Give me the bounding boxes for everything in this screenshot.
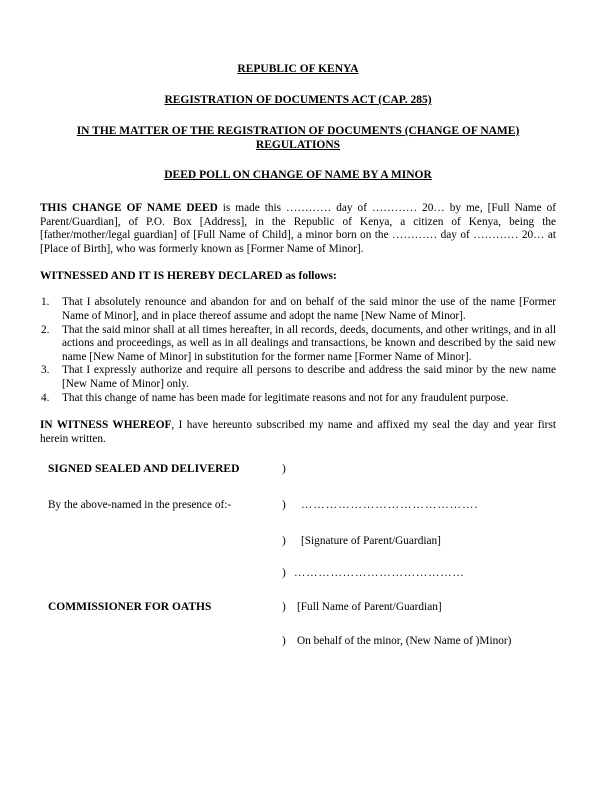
spacer [48,512,556,534]
heading-deed-poll-title [40,168,556,182]
witness-clause [40,419,556,446]
paren-marker: ) [282,567,286,580]
presence-of-signature-line[interactable]: ……………………………………. [301,499,479,512]
paren-marker: ) [282,635,286,648]
clause-number: 3. [41,364,50,377]
heading-in-the-matter [40,124,556,152]
recital-body-text: is made this ………… day of ………… 20… by me, [Full Name of Parent/Guardian], of P.O. Box [Address], in the Republic of Kenya, a citizen of Kenya, being the [father/mother/legal guardian] of [Full Name of Child], a minor born on the ………… day of ………… 20… at [Place of Birth], who was formerly known as [Former Name of Minor]. [40,202,556,255]
paren-marker: ) [282,499,286,512]
signature-row-signed-sealed-delivered [48,462,556,476]
heading-registration-act [40,93,556,107]
clause-text: That I absolutely renounce and abandon for and on behalf of the said minor the use of the name [Former Name of Minor], and in place thereof assume and adopt the name [New Name of Minor]. [62,296,556,322]
signature-row-presence-of [48,498,556,512]
clause-text: That I expressly authorize and require all persons to describe and address the said minor by the new name [New Name of Minor] only. [62,364,556,390]
clause-item [40,324,556,365]
clause-item [40,296,556,323]
paren-marker: ) [282,463,286,476]
signature-row-commissioner-dotted-line [48,566,556,580]
on-behalf-of-minor-text: On behalf of the minor, (New Name of )Minor) [297,635,512,648]
heading-in-the-matter-text: IN THE MATTER OF THE REGISTRATION OF DOCUMENTS (CHANGE OF NAME) [76,125,520,137]
clause-number: 2. [41,323,50,336]
signature-row-commissioner-for-oaths [48,600,556,614]
document-content [40,62,556,648]
clause-text: That this change of name has been made for legitimate reasons and not for any fraudulent purpose. [62,391,509,404]
witness-clause-bold: IN WITNESS WHEREOF [40,419,172,432]
recital-lead-bold: THIS CHANGE OF NAME DEED [40,202,218,214]
clause-text: That the said minor shall at all times hereafter, in all records, deeds, documents, and other writings, and in all actions and proceedings, as well as in all dealings and transactions, be known and described by the said new name [New Name of Minor] in substitution for the former name [Former Name of Minor]. [62,323,556,363]
clause-number: 1. [41,296,50,309]
paren-marker: ) [282,601,286,614]
heading-republic-of-kenya-text: REPUBLIC OF KENYA [237,63,359,75]
signature-row-on-behalf-of-minor [48,634,556,648]
witness-clause-tail: , I have hereunto subscribed my name and affixed my seal the day and year first herein written. [40,419,556,445]
commissioner-full-name-placeholder: [Full Name of Parent/Guardian] [297,601,442,614]
document-heading-block [40,62,556,182]
signature-parent-guardian-placeholder: [Signature of Parent/Guardian] [301,535,441,548]
commissioner-signature-line[interactable]: …………………………………… [294,567,465,580]
clause-item [40,364,556,391]
spacer [48,548,556,566]
spacer [48,476,556,498]
commissioner-for-oaths-label: COMMISSIONER FOR OATHS [48,601,212,614]
heading-registration-act-text: REGISTRATION OF DOCUMENTS ACT (CAP. 285) [164,94,432,106]
signature-block [48,462,556,648]
clause-number: 4. [41,391,50,404]
recital-paragraph [40,202,556,256]
heading-regulations-text: REGULATIONS [255,139,341,151]
clause-item [40,392,556,406]
heading-deed-poll-title-text: DEED POLL ON CHANGE OF NAME BY A MINOR [164,169,432,181]
clause-list [40,296,556,405]
declaration-heading-bold: WITNESSED AND IT IS HEREBY DECLARED [40,270,283,283]
declaration-heading-tail: as follows: [282,270,337,283]
spacer [48,614,556,634]
spacer [48,580,556,600]
signed-sealed-delivered-label: SIGNED SEALED AND DELIVERED [48,463,240,476]
presence-of-label: By the above-named in the presence of:- [48,499,232,512]
heading-republic-of-kenya [40,62,556,76]
paren-marker: ) [282,535,286,548]
declaration-heading [40,269,556,283]
signature-row-signature-parent-guardian [48,534,556,548]
